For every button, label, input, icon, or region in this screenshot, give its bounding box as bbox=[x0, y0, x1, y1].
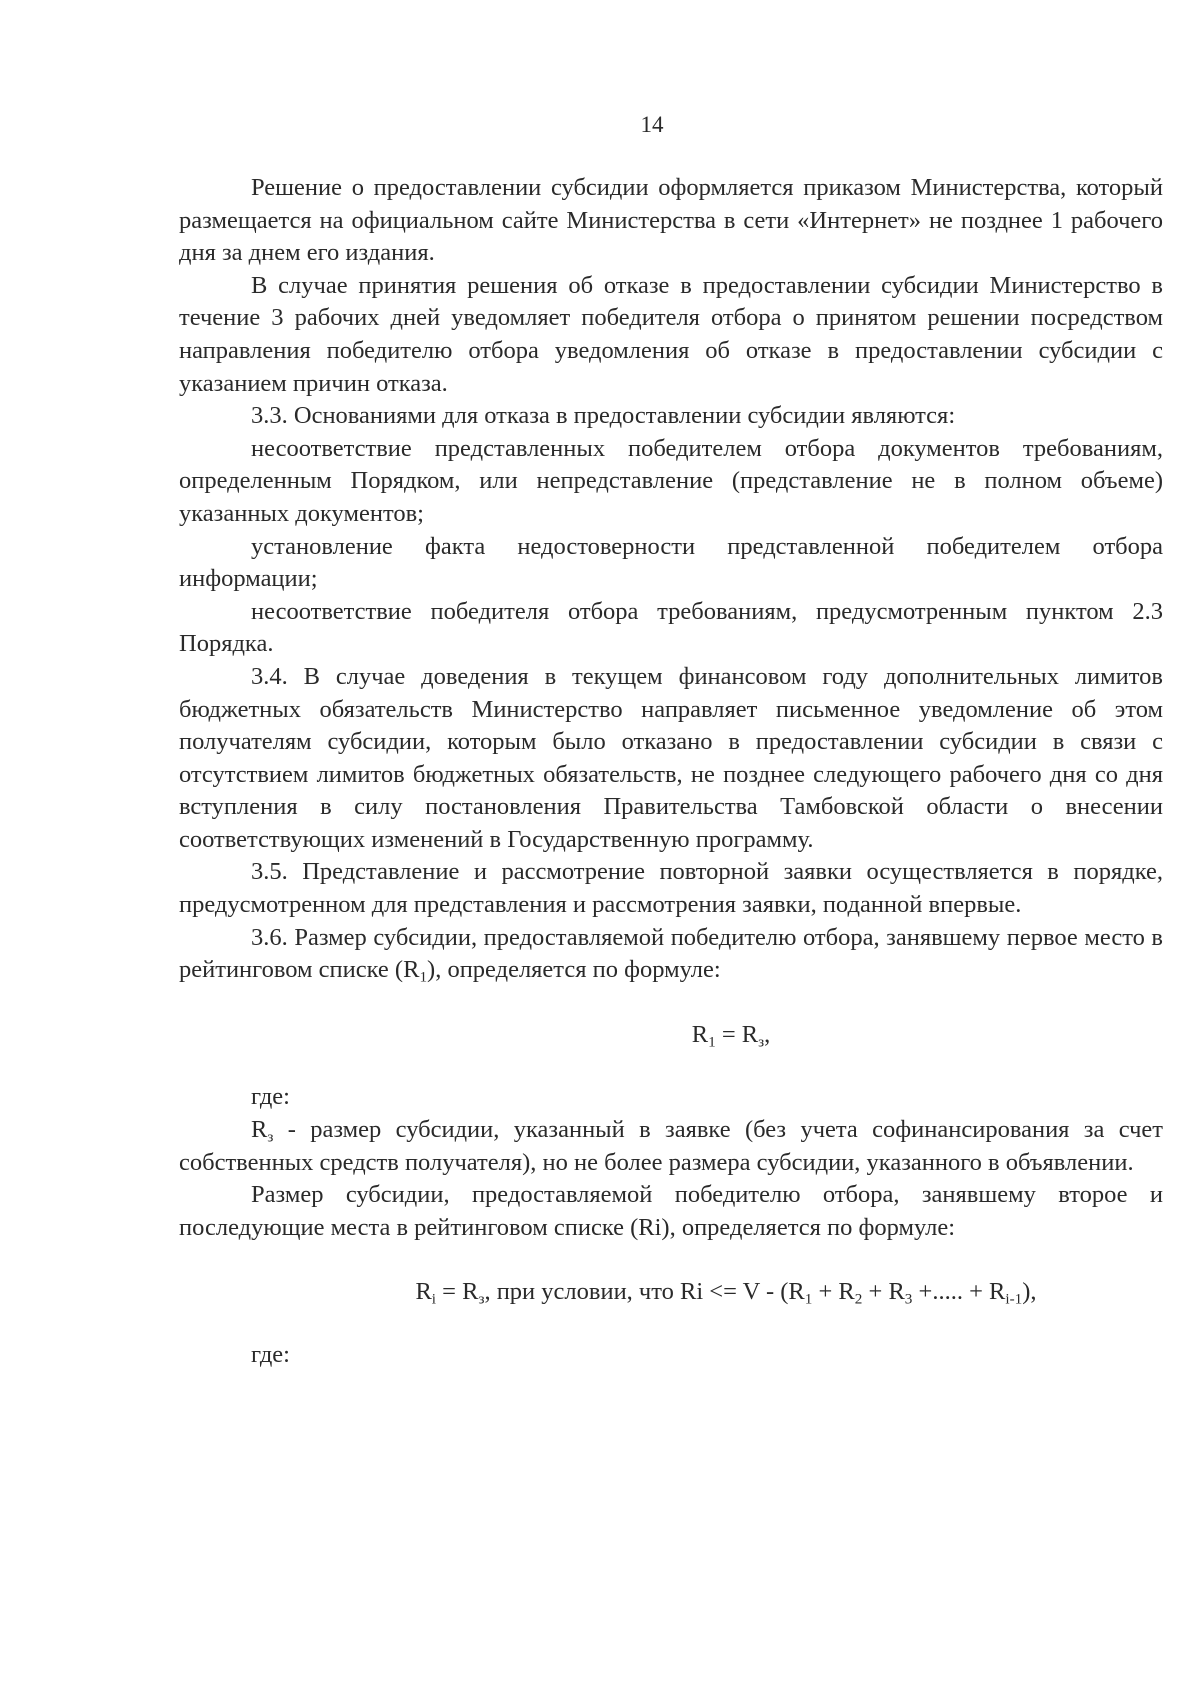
formula-ri-s1: 1 bbox=[804, 1290, 813, 1308]
formula-r1: $R_1 = R_з$, bbox=[691, 1020, 771, 1051]
formula-ri-equals: = R bbox=[436, 1278, 479, 1306]
paragraph-3-4: 3.4. В случае доведения в текущем финансовом году дополнительных лимитов бюджетных обязательств Министерство направляет письменное уведомление об этом получателям субсидии, которым было отказано в предоставлении субсидии в связи с отсутствием лимитов бюджетных обязательств, не позднее следующего рабочего дня со дня вступления в силу постановления Правительства Тамбовской области о внесении соответствующих изменений в Государственную программу. bbox=[179, 662, 1163, 853]
paragraph-3-6-text: 3.6. Размер субсидии, предоставляемой победителю отбора, занявшему первое место в рейтинговом списке (R bbox=[179, 923, 1163, 984]
formula-ri-lhs-subscript: i bbox=[431, 1290, 437, 1308]
paragraph-ground-requirements: несоответствие победителя отбора требованиям, предусмотренным пунктом 2.3 Порядка. bbox=[179, 597, 1163, 658]
where-label-2: где: bbox=[251, 1341, 290, 1368]
paragraph-refusal-notice: В случае принятия решения об отказе в предоставлении субсидии Министерство в течение 3 рабочих дней уведомляет победителя отбора о принятом решении посредством направления победителю отбора уведомления об отказе в предоставлении субсидии с указанием причин отказа. bbox=[179, 271, 1163, 397]
document-body bbox=[179, 172, 1163, 1372]
formula-ri-plus-2: + R bbox=[812, 1278, 855, 1306]
paragraph-3-6 bbox=[179, 922, 1163, 987]
formula-r1-lhs-subscript: 1 bbox=[708, 1033, 716, 1051]
formula-r1-rhs-subscript: з bbox=[758, 1033, 765, 1051]
page-number: 14 bbox=[640, 112, 664, 137]
paragraph-3-3: 3.3. Основаниями для отказа в предоставлении субсидии являются: bbox=[251, 402, 956, 430]
paragraph-ground-false-info: установление факта недостоверности представленной победителем отбора информации; bbox=[179, 532, 1163, 593]
formula-ri-end: ), bbox=[1022, 1278, 1037, 1306]
paragraph-decision: Решение о предоставлении субсидии оформляется приказом Министерства, который размещается на официальном сайте Министерства в сети «Интернет» не позднее 1 рабочего дня за днем его издания. bbox=[179, 174, 1163, 267]
paragraph-3-6-text-end: ), определяется по формуле: bbox=[427, 956, 721, 984]
formula-ri-z-subscript: з bbox=[478, 1290, 485, 1308]
formula-ri-condition: , при условии, что Ri <= V - (R bbox=[484, 1278, 805, 1306]
formula-r1-equals: = R bbox=[715, 1020, 759, 1048]
formula-ri: $R_i = R_з$, при условии, что $Ri <= V - (R_1 + R_2 + R_3$ +..... + $R_{i-1}$), bbox=[415, 1278, 1037, 1308]
formula-ri-s2: 2 bbox=[854, 1290, 863, 1308]
paragraph-second-places: Размер субсидии, предоставляемой победителю отбора, занявшему второе и последующие места в рейтинговом списке (Ri), определяется по формуле: bbox=[179, 1181, 1163, 1241]
paragraph-3-6-subscript: 1 bbox=[419, 968, 428, 986]
formula-ri-si1: i-1 bbox=[1005, 1290, 1023, 1308]
rz-definition-text: - размер субсидии, указанный в заявке (без учета софинансирования за счет собственных средств получателя), но не более размера субсидии, указанного в объявлении. bbox=[179, 1116, 1163, 1176]
paragraph-ground-documents: несоответствие представленных победителем отбора документов требованиям, определенным Порядком, или непредставление (представление не в полном объеме) указанных документов; bbox=[179, 434, 1163, 527]
formula-ri-plus-3: + R bbox=[862, 1278, 905, 1306]
paragraph-3-5: 3.5. Представление и рассмотрение повторной заявки осуществляется в порядке, предусмотренном для представления и рассмотрения заявки, поданной впервые. bbox=[179, 858, 1163, 919]
formula-ri-dots: +..... + R bbox=[912, 1278, 1006, 1306]
formula-r1-tail: , bbox=[764, 1020, 771, 1048]
paragraph-rz-definition: $R_з$ - размер субсидии, указанный в заявке (без учета софинансирования за счет собственных средств получателя), но не более размера субсидии, указанного в объявлении. bbox=[179, 1116, 1163, 1176]
rz-subscript: з bbox=[267, 1128, 274, 1146]
where-label-1: где: bbox=[251, 1083, 290, 1111]
formula-ri-s3: 3 bbox=[904, 1290, 913, 1308]
